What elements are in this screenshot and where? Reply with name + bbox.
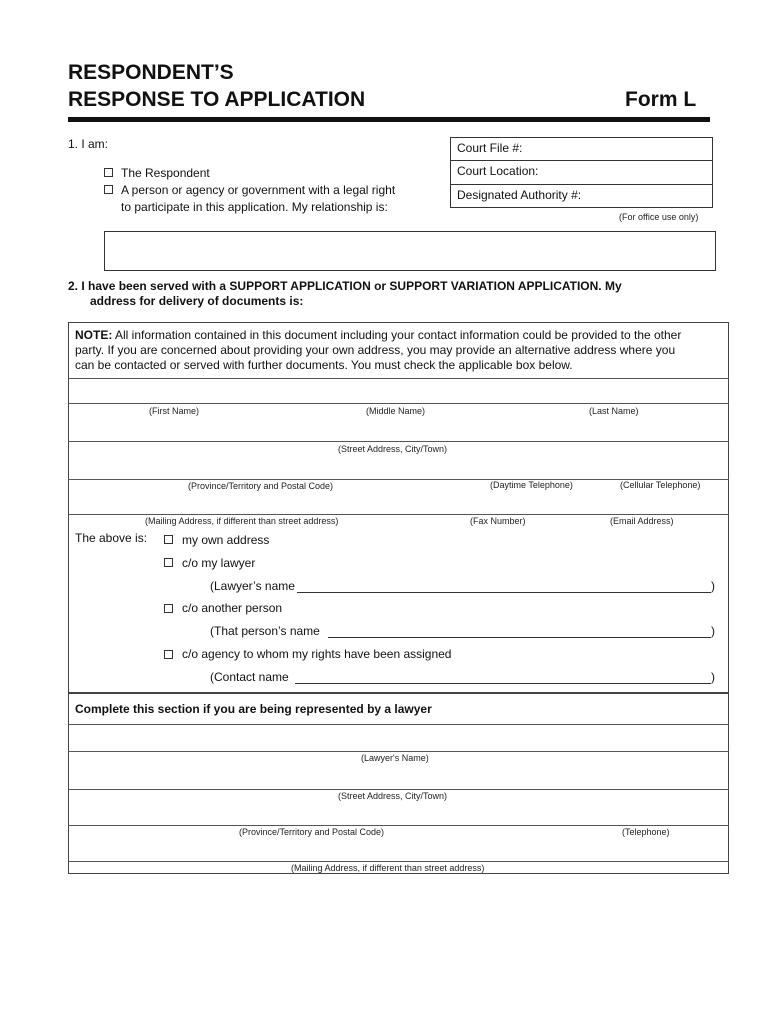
divider-names (68, 403, 729, 404)
lawyer-divider-name (68, 751, 729, 752)
contact-name-close: ) (711, 670, 715, 684)
note-line1 (75, 328, 681, 342)
mailing-address-label: (Mailing Address, if different than street address) (145, 516, 339, 526)
agency-label: c/o agency to whom my rights have been assigned (182, 647, 452, 661)
form-title-line2: RESPONSE TO APPLICATION (68, 88, 366, 111)
court-file-label: Court File #: (457, 141, 523, 155)
divider-mailing (68, 514, 729, 515)
divider-note (68, 378, 729, 379)
above-is-label: The above is: (75, 531, 148, 545)
office-use-note: (For office use only) (619, 212, 699, 222)
form-label: Form L (625, 88, 697, 111)
lawyer-section-box (68, 693, 729, 874)
lawyer-divider-heading (68, 724, 729, 725)
lawyer-divider-street (68, 789, 729, 790)
relationship-field[interactable] (104, 231, 716, 271)
note-text-1: All information contained in this document including your contact information could be provided to the other (112, 328, 682, 342)
contact-name-label: (Contact name (210, 670, 289, 684)
court-location-label: Court Location: (457, 164, 539, 178)
own-address-checkbox[interactable] (164, 535, 173, 544)
divider-street (68, 441, 729, 442)
person-name-field[interactable] (328, 625, 711, 638)
lawyer-name-label: (Lawyer’s name (210, 579, 295, 593)
designated-authority-label: Designated Authority #: (457, 188, 582, 202)
office-divider-1 (450, 160, 713, 161)
person-name-label: (That person’s name (210, 624, 320, 638)
note-line3: can be contacted or served with further documents. You must check the applicable box below. (75, 358, 573, 372)
agency-checkbox[interactable] (164, 650, 173, 659)
section1-heading: 1. I am: (68, 137, 109, 151)
another-person-checkbox[interactable] (164, 604, 173, 613)
lawyer-name-close: ) (711, 579, 715, 593)
cell-phone-label: (Cellular Telephone) (620, 480, 701, 490)
lawyer-province-caption: (Province/Territory and Postal Code) (239, 827, 385, 837)
note-label: NOTE: (75, 328, 113, 342)
note-line2: party. If you are concerned about providing your own address, you may provide an alternative address where you (75, 343, 676, 357)
respondent-option-label: The Respondent (121, 166, 210, 180)
daytime-phone-label: (Daytime Telephone) (490, 480, 573, 490)
lawyer-section-heading: Complete this section if you are being represented by a lawyer (75, 702, 432, 716)
lawyer-divider-province (68, 825, 729, 826)
lawyer-telephone-caption: (Telephone) (622, 827, 670, 837)
section2-heading-line2: address for delivery of documents is: (90, 294, 304, 308)
other-party-label-line1: A person or agency or government with a legal right (121, 183, 396, 197)
section2-heading-line1: 2. I have been served with a SUPPORT APPLICATION or SUPPORT VARIATION APPLICATION. My (68, 279, 622, 293)
lawyer-name-field[interactable] (297, 580, 711, 593)
person-name-close: ) (711, 624, 715, 638)
header-rule (68, 117, 710, 122)
office-divider-2 (450, 184, 713, 185)
first-name-label: (First Name) (149, 406, 199, 416)
form-title-line1: RESPONDENT’S (68, 61, 234, 84)
middle-name-label: (Middle Name) (366, 406, 426, 416)
other-party-label-line2: to participate in this application. My relationship is: (121, 200, 388, 214)
another-person-label: c/o another person (182, 601, 283, 615)
last-name-label: (Last Name) (589, 406, 639, 416)
my-lawyer-label: c/o my lawyer (182, 556, 256, 570)
street-address-label: (Street Address, City/Town) (338, 444, 448, 454)
lawyer-mailing-caption: (Mailing Address, if different than street address) (291, 863, 485, 873)
email-label: (Email Address) (610, 516, 674, 526)
fax-label: (Fax Number) (470, 516, 526, 526)
lawyer-name-caption: (Lawyer's Name) (361, 753, 429, 763)
my-lawyer-checkbox[interactable] (164, 558, 173, 567)
respondent-checkbox[interactable] (104, 168, 113, 177)
lawyer-street-caption: (Street Address, City/Town) (338, 791, 448, 801)
own-address-label: my own address (182, 533, 270, 547)
province-label: (Province/Territory and Postal Code) (188, 481, 334, 491)
contact-name-field[interactable] (295, 671, 711, 684)
other-party-checkbox[interactable] (104, 185, 113, 194)
lawyer-divider-mailing (68, 861, 729, 862)
